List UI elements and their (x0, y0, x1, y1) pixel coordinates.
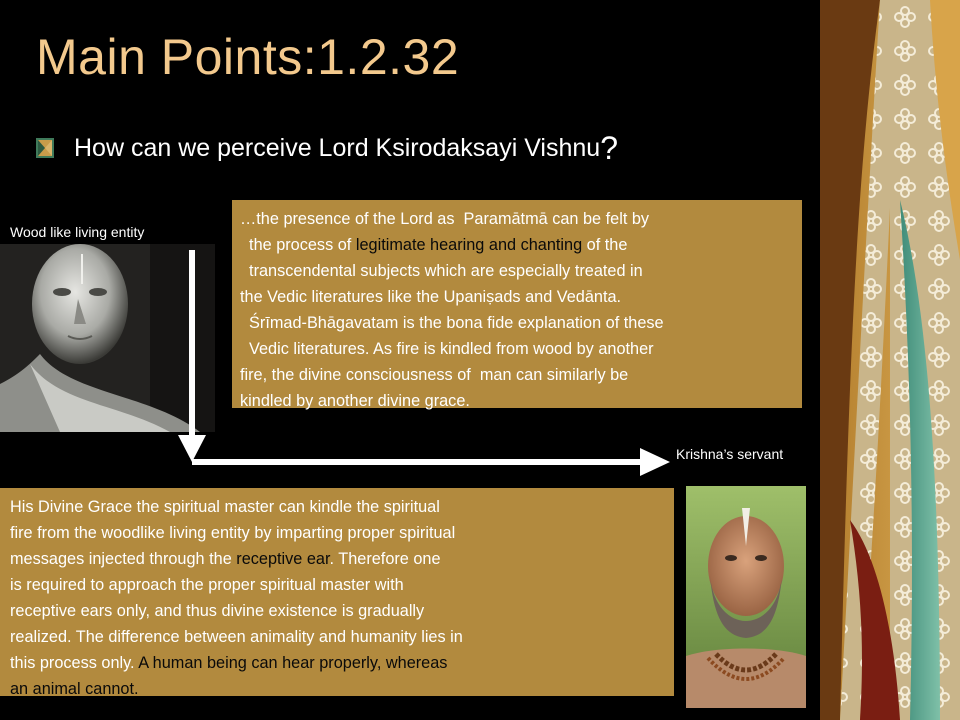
text-segment: Vedic literatures. As fire is kindled from wood by another (240, 340, 654, 358)
text-segment: transcendental subjects which are especially treated in (240, 262, 643, 280)
text-segment: His Divine Grace the spiritual master can kindle the spiritual (10, 498, 440, 516)
text-segment: . Therefore one (329, 550, 441, 568)
text-segment: is required to approach the proper spiritual master with (10, 576, 404, 594)
square-bullet-icon (36, 138, 54, 158)
bullet-item (36, 128, 618, 168)
text-line (10, 520, 668, 546)
text-line (240, 206, 796, 232)
text-line (10, 546, 668, 572)
text-line (10, 676, 668, 702)
highlighted-text: receptive ear (236, 550, 330, 568)
text-segment: of the (582, 236, 628, 254)
highlighted-text: legitimate hearing and chanting (355, 236, 583, 254)
text-line (10, 624, 668, 650)
text-line (10, 650, 668, 676)
text-line (10, 598, 668, 624)
text-segment: kindled by another divine grace. (240, 392, 470, 410)
text-segment: receptive ears only, and thus divine existence is gradually (10, 602, 425, 620)
flow-arrows (170, 250, 670, 490)
text-segment: …the presence of the Lord as Paramātmā can be felt by (240, 210, 650, 228)
text-segment: Śrīmad-Bhāgavatam is the bona fide explanation of these (240, 314, 664, 332)
label-wood-like-entity: Wood like living entity (10, 224, 145, 240)
slide-title: Main Points:1.2.32 (36, 29, 460, 85)
bullet-question-mark: ? (600, 129, 618, 166)
devotee-photo (686, 486, 806, 708)
label-krishna-servant: Krishna’s servant (676, 446, 784, 462)
text-segment: messages injected through the (10, 550, 237, 568)
text-box-spiritual-master (0, 488, 674, 696)
decorative-pattern-band (820, 0, 960, 720)
text-line (10, 572, 668, 598)
text-segment: realized. The difference between animality and humanity lies in (10, 628, 463, 646)
text-segment: the Vedic literatures like the Upaniṣads and Vedānta. (240, 288, 622, 306)
highlighted-text: an animal cannot. (10, 680, 139, 698)
arrow-right (192, 448, 670, 476)
arrow-down (178, 250, 206, 462)
text-segment: fire from the woodlike living entity by imparting proper spiritual (10, 524, 456, 542)
text-segment: the process of (240, 236, 356, 254)
highlighted-text: A human being can hear properly, whereas (138, 654, 448, 672)
text-segment: this process only. (10, 654, 139, 672)
text-line (10, 494, 668, 520)
text-segment: fire, the divine consciousness of man can similarly be (240, 366, 629, 384)
bullet-text: How can we perceive Lord Ksirodaksayi Vishnu (74, 133, 601, 162)
